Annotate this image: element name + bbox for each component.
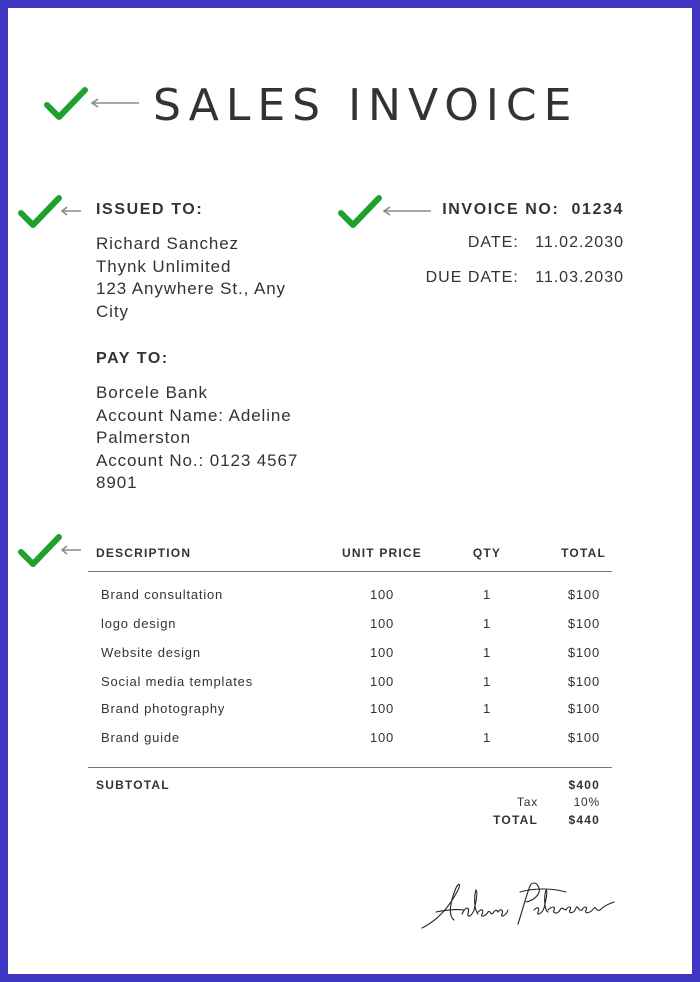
column-header-total: TOTAL — [561, 546, 606, 560]
checkmark-icon — [44, 86, 88, 122]
total-value: $440 — [568, 813, 600, 827]
pay-to-line: 8901 — [96, 473, 138, 492]
arrow-left-icon — [90, 98, 140, 108]
row-unit-price: 100 — [369, 645, 395, 660]
issued-to-label: ISSUED TO: — [96, 201, 204, 218]
row-description: Brand guide — [101, 730, 180, 745]
column-header-unit-price: UNIT PRICE — [341, 546, 422, 560]
row-qty: 1 — [482, 645, 492, 660]
row-total: $100 — [567, 730, 600, 745]
row-qty: 1 — [482, 674, 492, 689]
row-description: Social media templates — [101, 674, 253, 689]
row-description: logo design — [101, 616, 177, 631]
row-unit-price: 100 — [369, 674, 395, 689]
due-date-value: 11.03.2030 — [535, 269, 624, 286]
pay-to-details — [96, 382, 298, 495]
arrow-left-icon — [60, 545, 82, 555]
pay-to-line: Palmerston — [96, 428, 191, 447]
subtotal-label: SUBTOTAL — [96, 778, 170, 792]
row-total: $100 — [567, 645, 600, 660]
invoice-number — [442, 201, 624, 219]
invoice-page — [8, 8, 692, 974]
pay-to-line: Account Name: Adeline — [96, 405, 292, 425]
table-header-divider — [88, 571, 612, 572]
checkmark-icon — [18, 194, 62, 230]
tax-label: Tax — [516, 795, 538, 809]
row-qty: 1 — [482, 701, 492, 716]
issued-to-line: City — [96, 301, 129, 321]
invoice-number-value: 01234 — [571, 201, 624, 218]
row-unit-price: 100 — [369, 616, 395, 631]
arrow-left-icon — [60, 206, 82, 216]
row-unit-price: 100 — [369, 587, 395, 602]
row-qty: 1 — [482, 616, 492, 631]
signature-image — [418, 876, 618, 936]
subtotal-value: $400 — [568, 778, 600, 792]
total-label: TOTAL — [493, 813, 538, 827]
issued-to-address — [96, 233, 286, 323]
invoice-due-date — [426, 269, 624, 287]
table-footer-divider — [88, 767, 612, 768]
pay-to-line: Borcele Bank — [96, 383, 208, 402]
row-total: $100 — [567, 587, 600, 602]
invoice-title: SALES INVOICE — [153, 80, 579, 131]
row-qty: 1 — [482, 587, 492, 602]
due-date-label: DUE DATE: — [425, 269, 519, 286]
row-unit-price: 100 — [369, 701, 395, 716]
pay-to-label: PAY TO: — [96, 350, 169, 367]
column-header-qty: QTY — [472, 546, 502, 560]
tax-value: 10% — [573, 795, 600, 809]
invoice-date — [468, 234, 624, 252]
row-unit-price: 100 — [369, 730, 395, 745]
row-total: $100 — [567, 616, 600, 631]
row-total: $100 — [567, 701, 600, 716]
arrow-left-icon — [382, 206, 432, 216]
row-description: Brand consultation — [101, 587, 224, 602]
row-total: $100 — [567, 674, 600, 689]
pay-to-line: Account No.: 0123 4567 — [96, 450, 299, 470]
date-value: 11.02.2030 — [535, 234, 624, 251]
issued-to-line: Thynk Unlimited — [96, 256, 232, 276]
row-qty: 1 — [482, 730, 492, 745]
row-description: Brand photography — [101, 701, 226, 716]
invoice-number-label: INVOICE NO: — [442, 201, 560, 218]
column-header-description: DESCRIPTION — [96, 546, 192, 560]
checkmark-icon — [338, 194, 382, 230]
row-description: Website design — [101, 645, 201, 660]
issued-to-line: Richard Sanchez — [96, 234, 239, 253]
issued-to-line: 123 Anywhere St., Any — [96, 279, 286, 298]
date-label: DATE: — [467, 234, 519, 251]
checkmark-icon — [18, 533, 62, 569]
